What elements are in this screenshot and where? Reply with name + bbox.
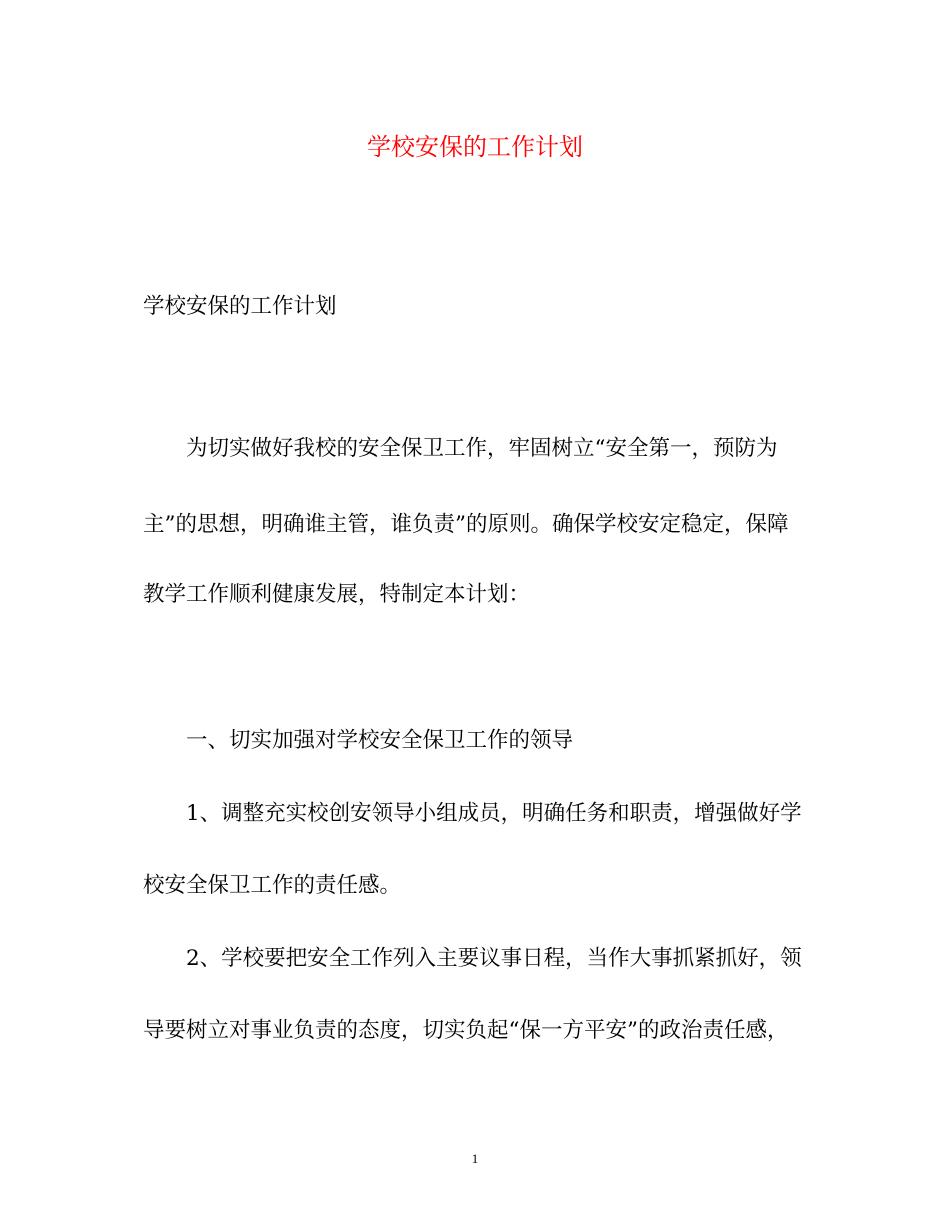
- paragraph-line: 2、学校要把安全工作列入主要议事日程，当作大事抓紧抓好，领: [186, 946, 802, 971]
- document-title: 学校安保的工作计划: [367, 133, 583, 161]
- paragraph-line: 1、调整充实校创安领导小组成员，明确任务和职责，增强做好学: [186, 801, 802, 826]
- paragraph-line: 主”的思想，明确谁主管，谁负责”的原则。确保学校安定稳定，保障: [143, 512, 789, 537]
- paragraph-line: 导要树立对事业负责的态度，切实负起“保一方平安”的政治责任感，: [143, 1018, 789, 1043]
- page-number: 1: [471, 1151, 479, 1166]
- document-subtitle: 学校安保的工作计划: [143, 294, 337, 319]
- paragraph-line: 校安全保卫工作的责任感。: [143, 873, 402, 898]
- paragraph-line: 为切实做好我校的安全保卫工作，牢固树立“安全第一，预防为: [186, 436, 778, 461]
- section-heading: 一、切实加强对学校安全保卫工作的领导: [186, 728, 574, 753]
- paragraph-line: 教学工作顺利健康发展，特制定本计划：: [143, 582, 531, 607]
